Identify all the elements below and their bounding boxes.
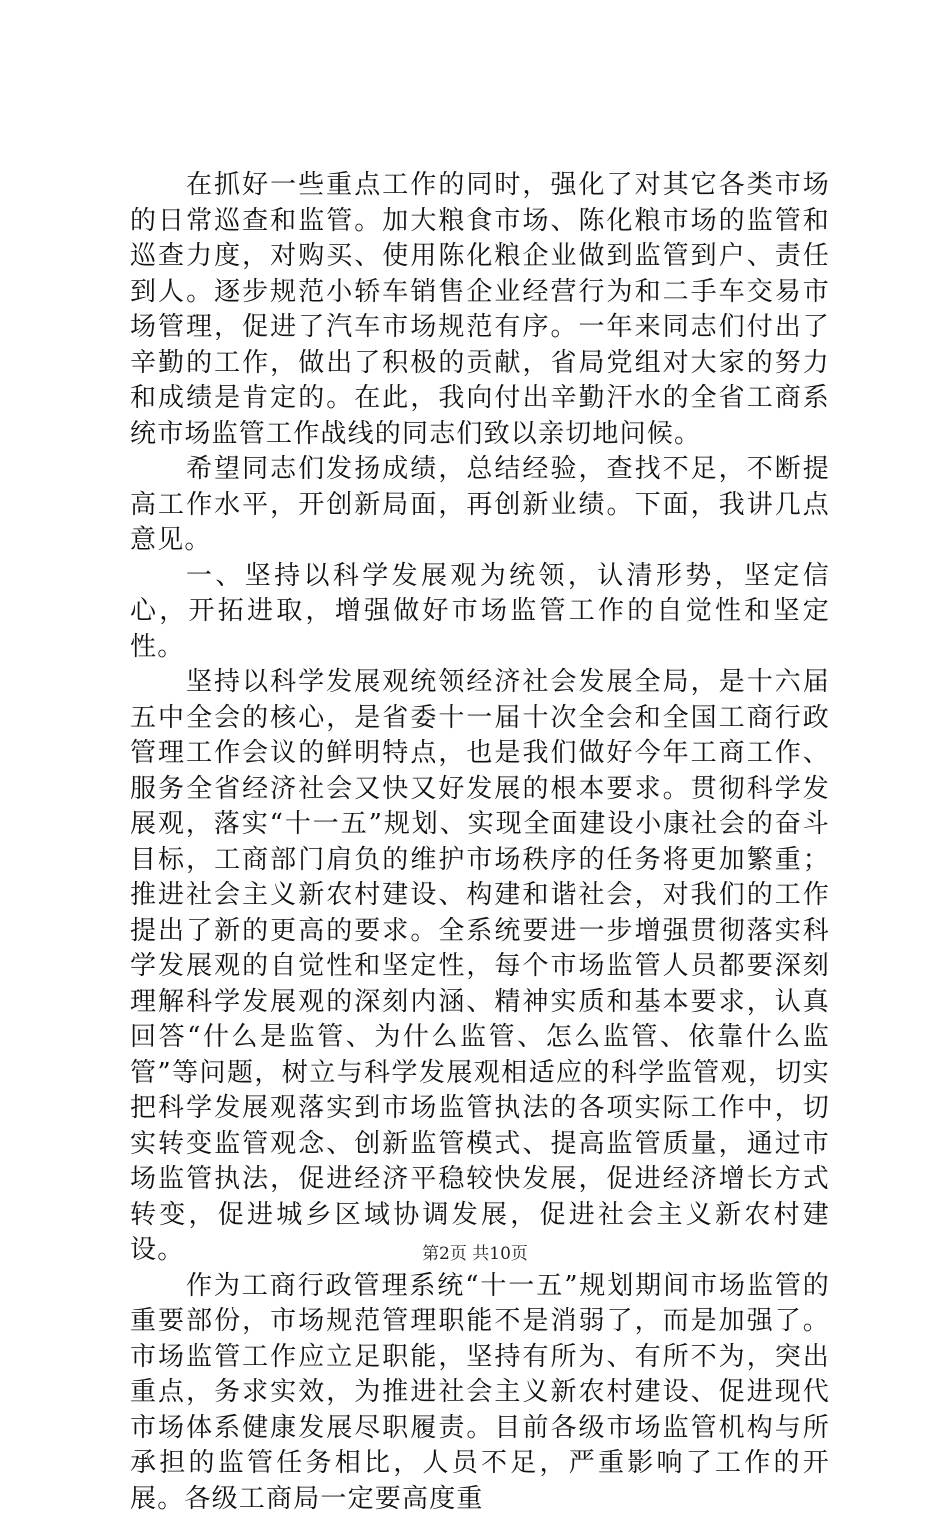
paragraph-regulatory-function: 作为工商行政管理系统“十一五”规划期间市场监管的重要部份，市场规范管理职能不是消弱了，而是加强了。市场监管工作应立足职能，坚持有所为、有所不为，突出重点，务求实效，为推进社会主义新农村建设、促进现代市场体系健康发展尽职履责。目前各级市场监管机构与所承担的监管任务相比，人员不足，严重影响了工作的开展。各级工商局一定要高度重 <box>130 1269 830 1517</box>
paragraph-scientific-development: 坚持以科学发展观统领经济社会发展全局，是十六届五中全会的核心，是省委十一届十次全会和全国工商行政管理工作会议的鲜明特点，也是我们做好今年工商工作、服务全省经济社会又快又好发展的根本要求。贯彻科学发展观，落实“十一五”规划、实现全面建设小康社会的奋斗目标，工商部门肩负的维护市场秩序的任务将更加繁重；推进社会主义新农村建设、构建和谐社会，对我们的工作提出了新的更高的要求。全系统要进一步增强贯彻落实科学发展观的自觉性和坚定性，每个市场监管人员都要深刻理解科学发展观的深刻内涵、精神实质和基本要求，认真回答“什么是监管、为什么监管、怎么监管、依靠什么监管”等问题，树立与科学发展观相适应的科学监管观，切实把科学发展观落实到市场监管执法的各项实际工作中，切实转变监管观念、创新监管模式、提高监管质量，通过市场监管执法，促进经济平稳较快发展，促进经济增长方式转变，促进城乡区域协调发展，促进社会主义新农村建设。 <box>130 665 830 1269</box>
page-number-footer: 第2页 共10页 <box>0 1244 950 1264</box>
paragraph-market-supervision-review: 在抓好一些重点工作的同时，强化了对其它各类市场的日常巡查和监管。加大粮食市场、陈化粮市场的监管和巡查力度，对购买、使用陈化粮企业做到监管到户、责任到人。逐步规范小轿车销售企业经营行为和二手车交易市场管理，促进了汽车市场规范有序。一年来同志们付出了辛勤的工作，做出了积极的贡献，省局党组对大家的努力和成绩是肯定的。在此，我向付出辛勤汗水的全省工商系统市场监管工作战线的同志们致以亲切地问候。 <box>130 168 830 452</box>
section-heading-one: 一、坚持以科学发展观为统领，认清形势，坚定信心，开拓进取，增强做好市场监管工作的自觉性和坚定性。 <box>130 559 830 666</box>
document-body <box>130 168 830 1517</box>
paragraph-hopes-and-opinions: 希望同志们发扬成绩，总结经验，查找不足，不断提高工作水平，开创新局面，再创新业绩。下面，我讲几点意见。 <box>130 452 830 559</box>
